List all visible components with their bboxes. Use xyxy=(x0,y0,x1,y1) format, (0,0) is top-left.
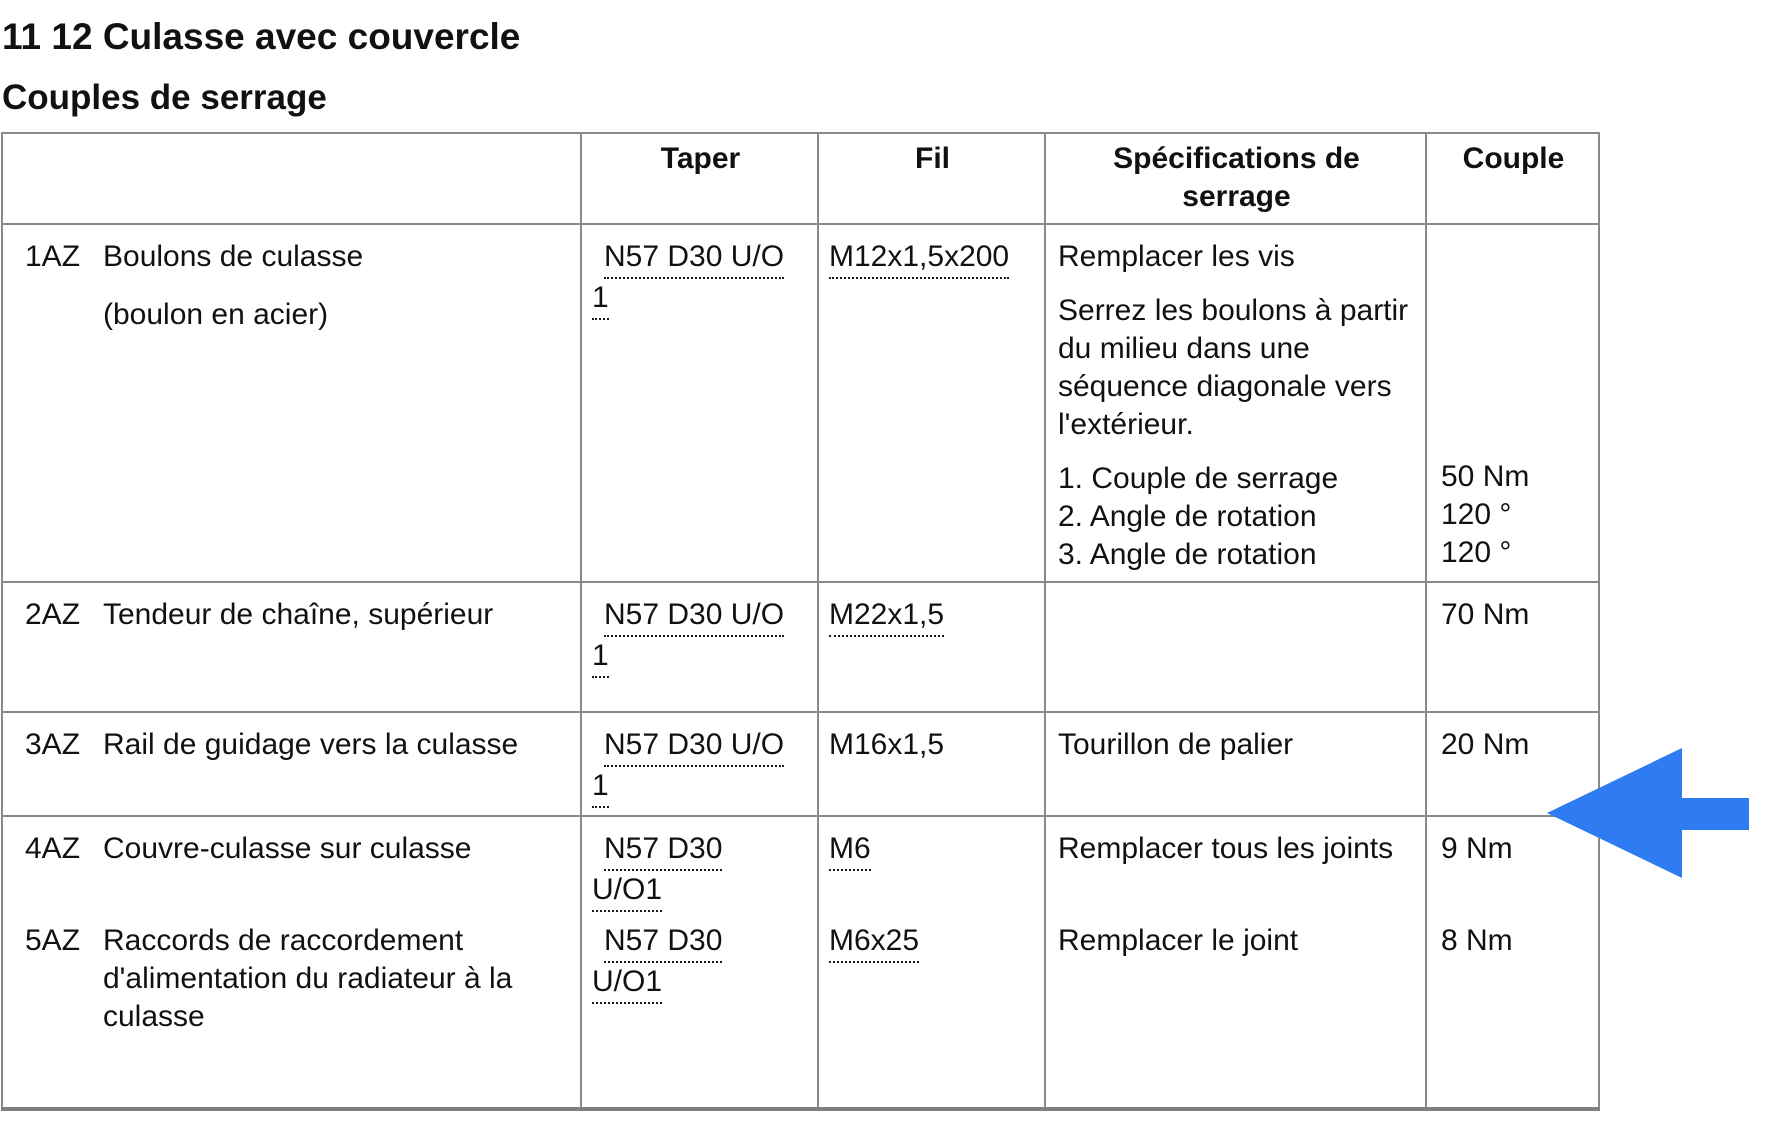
row-description xyxy=(103,238,572,334)
step-values xyxy=(1441,458,1590,572)
taper-link[interactable]: N57 D30 U/O xyxy=(604,726,784,767)
cell-item xyxy=(2,582,581,712)
fil-entry xyxy=(829,922,1036,1014)
description-line: (boulon en acier) xyxy=(103,298,329,331)
fil-link[interactable]: M6x25 xyxy=(829,922,919,963)
fil-link[interactable]: M22x1,5 xyxy=(829,596,944,637)
cell-taper xyxy=(581,582,818,712)
row-id: 3AZ xyxy=(25,728,81,761)
item-entry xyxy=(25,922,572,1036)
taper-link[interactable]: N57 D30 U/O xyxy=(604,596,784,637)
taper-link[interactable]: 1 xyxy=(592,279,609,320)
cell-taper xyxy=(581,712,818,816)
step-label: 3. Angle de rotation xyxy=(1058,538,1317,571)
torque-value: 120 ° xyxy=(1441,536,1512,569)
table-row-4az-5az xyxy=(2,816,1599,1109)
cell-specs xyxy=(1045,582,1426,712)
page-subtitle: Couples de serrage xyxy=(2,78,327,117)
item-entry xyxy=(25,830,572,922)
cell-couple xyxy=(1426,224,1599,582)
taper-entry xyxy=(592,238,809,320)
fil-link[interactable]: M12x1,5x200 xyxy=(829,238,1009,279)
col-header-taper: Taper xyxy=(581,133,818,224)
torque-value: 50 Nm xyxy=(1441,460,1530,493)
cell-fil xyxy=(818,816,1045,1109)
row-id: 1AZ xyxy=(25,240,81,273)
row-id: 2AZ xyxy=(25,598,81,631)
torque-value: 120 ° xyxy=(1441,498,1512,531)
taper-link[interactable]: N57 D30 xyxy=(604,922,722,963)
taper-link[interactable]: 1 xyxy=(592,637,609,678)
header-row xyxy=(2,133,1599,224)
spec-text: Serrez les boulons à partir du milieu dans une séquence diagonale vers l'extérieur. xyxy=(1058,294,1409,441)
blue-left-arrow-icon xyxy=(1545,745,1751,885)
col-header-specs: Spécifications de serrage xyxy=(1045,133,1426,224)
couple-entry xyxy=(1441,922,1590,1014)
taper-entry xyxy=(592,596,809,678)
taper-entry xyxy=(592,726,809,808)
page-title: 11 12 Culasse avec couvercle xyxy=(2,16,521,57)
tightening-steps xyxy=(1058,460,1417,574)
row-description xyxy=(103,596,572,634)
item-entry xyxy=(25,238,572,334)
row-description xyxy=(103,726,572,764)
row-id: 5AZ xyxy=(25,924,81,957)
taper-link[interactable]: U/O1 xyxy=(592,871,662,912)
step-label: 1. Couple de serrage xyxy=(1058,462,1339,495)
table-row-1az xyxy=(2,224,1599,582)
couple-entry xyxy=(1441,596,1590,634)
row-description xyxy=(103,830,572,868)
step-label: 2. Angle de rotation xyxy=(1058,500,1317,533)
table-row-3az xyxy=(2,712,1599,816)
description-line: Boulons de culasse xyxy=(103,240,364,273)
item-entry xyxy=(25,596,572,634)
cell-item xyxy=(2,712,581,816)
spec-entry xyxy=(1058,238,1417,574)
taper-link[interactable]: U/O1 xyxy=(592,963,662,1004)
description-line: Tendeur de chaîne, supérieur xyxy=(103,598,494,631)
torque-value: 9 Nm xyxy=(1441,832,1513,865)
fil-text: M16x1,5 xyxy=(829,728,945,761)
description-line: Couvre-culasse sur culasse xyxy=(103,832,472,865)
cell-item xyxy=(2,224,581,582)
torque-value: 20 Nm xyxy=(1441,728,1530,761)
spec-entry xyxy=(1058,830,1417,922)
torque-value: 8 Nm xyxy=(1441,924,1513,957)
cell-fil xyxy=(818,582,1045,712)
spec-text: Remplacer tous les joints xyxy=(1058,832,1394,865)
taper-entry xyxy=(592,922,809,1014)
cell-item xyxy=(2,816,581,1109)
spec-entry xyxy=(1058,922,1417,1014)
fil-entry xyxy=(829,726,1036,764)
fil-entry xyxy=(829,830,1036,922)
taper-entry xyxy=(592,830,809,922)
taper-link[interactable]: N57 D30 U/O xyxy=(604,238,784,279)
cell-fil xyxy=(818,712,1045,816)
description-line: Rail de guidage vers la culasse xyxy=(103,728,519,761)
torque-table xyxy=(1,132,1600,1111)
cell-specs xyxy=(1045,712,1426,816)
taper-link[interactable]: N57 D30 xyxy=(604,830,722,871)
row-id: 4AZ xyxy=(25,832,81,865)
spec-text: Remplacer le joint xyxy=(1058,924,1299,957)
spec-text: Tourillon de palier xyxy=(1058,728,1294,761)
fil-link[interactable]: M6 xyxy=(829,830,871,871)
cell-fil xyxy=(818,224,1045,582)
description-line: Raccords de raccordement d'alimentation du radiateur à la culasse xyxy=(103,924,513,1033)
fil-entry xyxy=(829,596,1036,637)
cell-taper xyxy=(581,816,818,1109)
cell-specs xyxy=(1045,224,1426,582)
col-header-fil: Fil xyxy=(818,133,1045,224)
table-row-2az xyxy=(2,582,1599,712)
item-entry xyxy=(25,726,572,764)
spec-text: Remplacer les vis xyxy=(1058,240,1295,273)
row-description xyxy=(103,922,572,1036)
cell-specs xyxy=(1045,816,1426,1109)
taper-link[interactable]: 1 xyxy=(592,767,609,808)
cell-taper xyxy=(581,224,818,582)
spec-entry xyxy=(1058,726,1417,764)
cell-couple xyxy=(1426,582,1599,712)
col-header-item xyxy=(2,133,581,224)
torque-value: 70 Nm xyxy=(1441,598,1530,631)
fil-entry xyxy=(829,238,1036,279)
col-header-couple: Couple xyxy=(1426,133,1599,224)
